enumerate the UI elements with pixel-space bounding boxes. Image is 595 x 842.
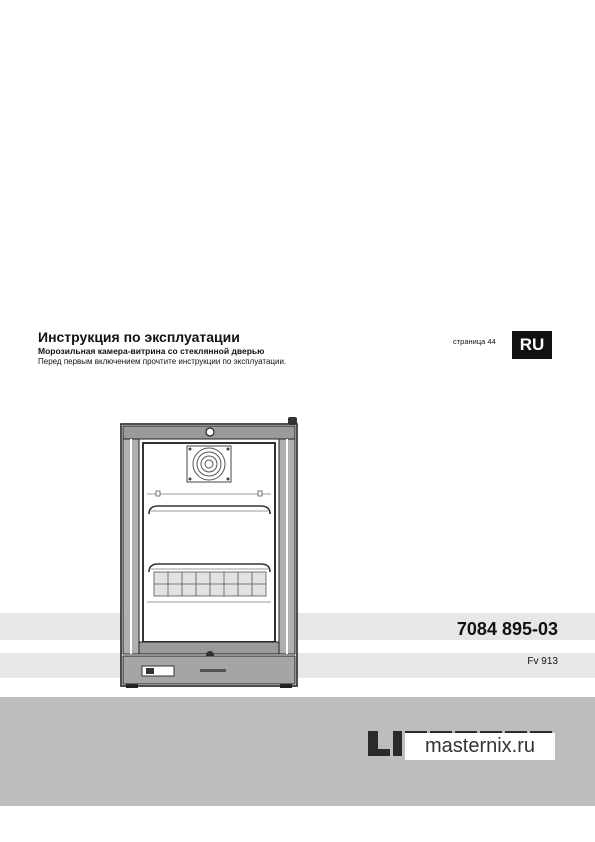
cabinet-top-knob	[288, 417, 297, 425]
instruction-note: Перед первым включением прочтите инструкции по эксплуатации.	[38, 357, 287, 366]
watermark-text: masternix.ru	[405, 733, 555, 760]
foot-left	[126, 684, 138, 688]
lock-icon	[206, 428, 214, 436]
brand-plate	[200, 669, 226, 672]
foot-right	[280, 684, 292, 688]
language-badge: RU	[512, 331, 552, 359]
model-number: Fv 913	[527, 656, 558, 667]
document-number: 7084 895-03	[456, 619, 558, 639]
freezer-illustration	[118, 416, 304, 690]
page-title: Инструкция по эксплуатации	[38, 329, 240, 345]
product-description: Морозильная камера-витрина со стеклянной дверью	[38, 346, 265, 356]
page-reference: страница 44	[453, 337, 496, 346]
fan-icon	[187, 446, 231, 482]
lower-shelf	[149, 564, 270, 596]
